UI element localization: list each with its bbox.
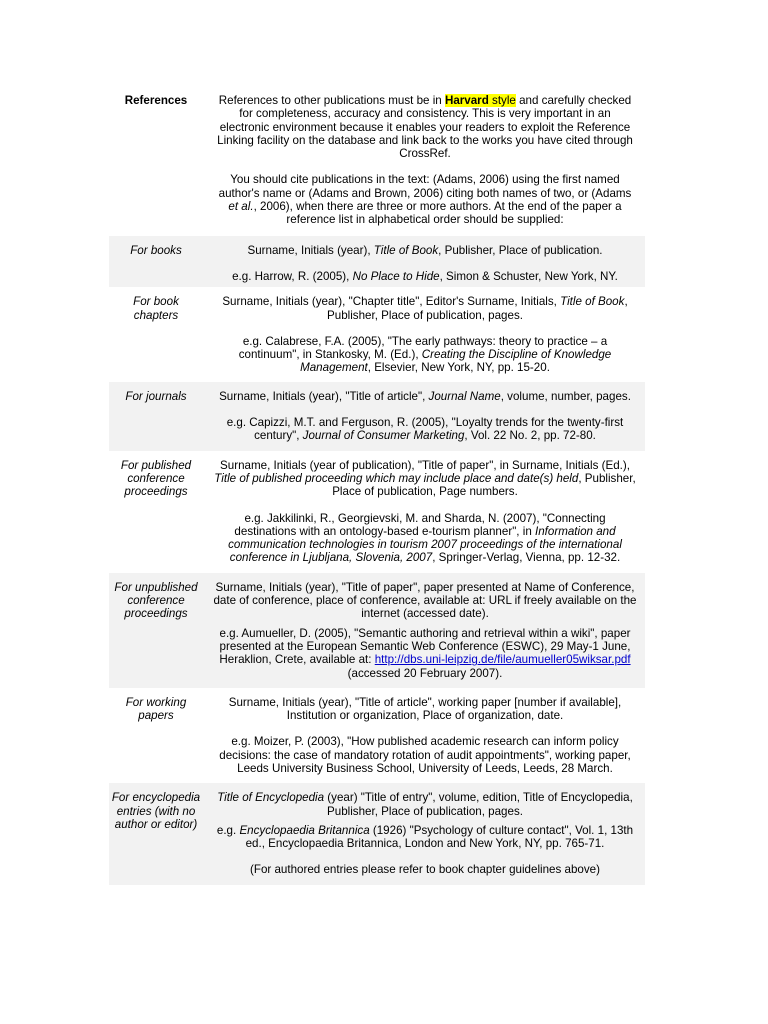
published-proceedings-content: [203, 459, 645, 565]
encyclopedia-note: (For authored entries please refer to book chapter guidelines above): [250, 863, 600, 877]
published-proceedings-row: [109, 451, 645, 573]
chapters-format: Surname, Initials (year), "Chapter title", Editor's Surname, Initials, Title of Book, Publisher, Place of publication, pages.: [222, 295, 628, 322]
journals-row: [109, 382, 645, 451]
working-papers-row: [109, 688, 645, 783]
references-cite: You should cite publications in the text: (Adams, 2006) using the first named author's name or (Adams and Brown, 2006) citing both names of two, or (Adams et al., 2006), when there are three or more authors. At the end of the paper a reference list in alphabetical order should be supplied:: [218, 173, 632, 227]
working-papers-label: For working papers: [125, 695, 187, 723]
published-proceedings-label: For published conference proceedings: [120, 458, 192, 499]
reference-style-table: [109, 92, 645, 885]
journals-example: e.g. Capizzi, M.T. and Ferguson, R. (2005), "Loyalty trends for the twenty-first century", Journal of Consumer Marketing, Vol. 22 No. 2, pp. 72-80.: [226, 416, 624, 443]
harvard-highlight: Harvard: [444, 94, 489, 107]
references-content: [203, 94, 645, 227]
journals-label: For journals: [125, 389, 187, 403]
encyclopedia-example: e.g. Encyclopaedia Britannica (1926) "Psychology of culture contact", Vol. 1, 13th ed., Encyclopaedia Britannica, London and New York, NY, pp. 765-71.: [216, 823, 634, 851]
working-papers-example: e.g. Moizer, P. (2003), "How published academic research can inform policy decisions: the case of mandatory rotation of audit appointments", working paper, Leeds University Business School, University of Leeds, Leeds, 28 March.: [219, 735, 631, 775]
journals-content: [203, 390, 645, 443]
published-proceedings-example: e.g. Jakkilinki, R., Georgievski, M. and Sharda, N. (2007), "Connecting destinations with an ontology-based e-tourism planner", in Information and communication technologies in tourism 2007 proceedings of the international conference in Ljubljana, Slovenia, 2007, Springer-Verlag, Vienna, pp. 12-32.: [228, 511, 622, 565]
style-highlight: style: [492, 94, 516, 107]
encyclopedia-content: [203, 791, 645, 876]
encyclopedia-format: Title of Encyclopedia (year) "Title of entry", volume, edition, Title of Encyclopedia, Publisher, Place of publication, pages.: [217, 791, 633, 818]
books-label: For books: [130, 243, 182, 257]
working-papers-format: Surname, Initials (year), "Title of article", working paper [number if available], Institution or organization, Place of organization, date.: [228, 695, 622, 723]
unpublished-proceedings-row: [109, 573, 645, 688]
unpublished-proceedings-content: [203, 581, 645, 680]
chapters-example: e.g. Calabrese, F.A. (2005), "The early pathways: theory to practice – a continuum", in Stankosky, M. (Ed.), Creating the Discipline of Knowledge Management, Elsevier, New York, NY, pp. 15-20.: [238, 334, 612, 375]
journals-format: Surname, Initials (year), "Title of article", Journal Name, volume, number, pages.: [219, 389, 631, 403]
encyclopedia-row: [109, 783, 645, 884]
chapters-label: For book chapters: [133, 295, 179, 322]
working-papers-content: [203, 696, 645, 775]
unpublished-proceedings-label: For unpublished conference proceedings: [114, 580, 198, 621]
books-format: Surname, Initials (year), Title of Book, Publisher, Place of publication.: [247, 243, 603, 257]
books-example: e.g. Harrow, R. (2005), No Place to Hide, Simon & Schuster, New York, NY.: [232, 269, 618, 283]
chapters-content: [203, 295, 645, 374]
encyclopedia-label: For encyclopedia entries (with no author or editor): [111, 791, 201, 831]
aumueller-pdf-link[interactable]: http://dbs.uni-leipzig.de/file/aumueller05wiksar.pdf: [374, 653, 631, 667]
chapters-row: [109, 287, 645, 381]
books-row: [109, 236, 645, 288]
books-content: [203, 244, 645, 284]
references-label: References: [124, 94, 188, 107]
unpublished-proceedings-format: Surname, Initials (year), "Title of paper", paper presented at Name of Conference, date of conference, place of conference, available at: URL if freely available on the internet (accessed date).: [213, 580, 637, 621]
references-row: [109, 92, 645, 236]
references-intro: References to other publications must be in Harvard style and carefully checked for completeness, accuracy and consistency. This is very important in an electronic environment because it enables your readers to exploit the Reference Linking facility on the database and link back to the works you have cited through CrossRef.: [217, 94, 633, 161]
published-proceedings-format: Surname, Initials (year of publication), "Title of paper", in Surname, Initials (Ed.), Title of published proceeding which may include place and date(s) held, Publisher, Place of publication, Page numbers.: [214, 458, 636, 499]
unpublished-proceedings-example: e.g. Aumueller, D. (2005), "Semantic authoring and retrieval within a wiki", paper presented at the European Semantic Web Conference (ESWC), 29 May-1 June, Heraklion, Crete, available at: http://dbs.uni-leipzig.de/file/aumueller05wiksar.pdf (accessed 20 February 2007).: [219, 626, 631, 680]
